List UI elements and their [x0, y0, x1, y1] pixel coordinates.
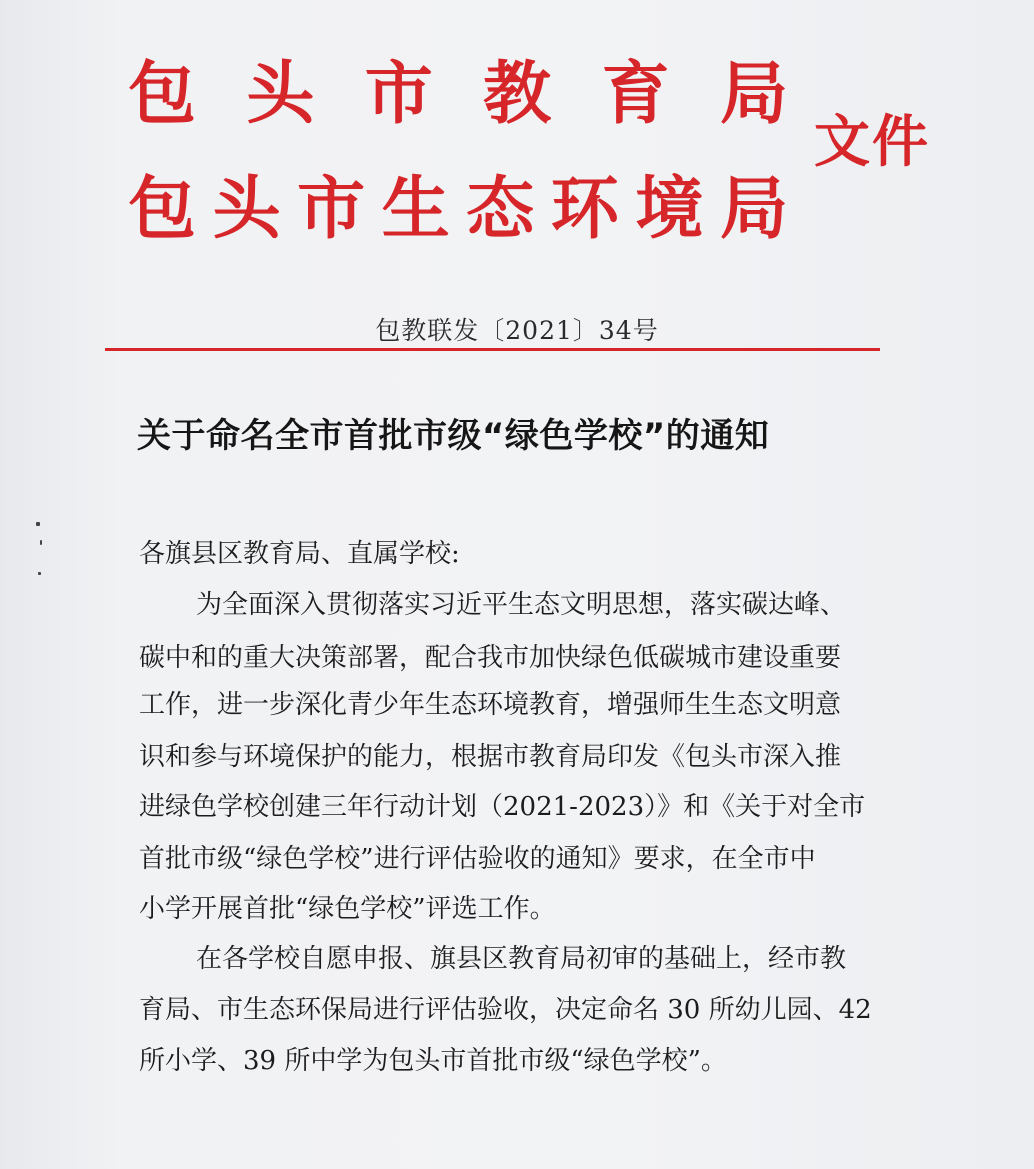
issuer-education-bureau [128, 54, 788, 134]
file-label: 文件 [814, 109, 930, 175]
body-line: 进绿色学校创建三年行动计划（2021-2023）》和《关于对全市 [139, 792, 866, 822]
scan-speck [40, 540, 42, 545]
body-line: 为全面深入贯彻落实习近平生态文明思想，落实碳达峰、 [196, 590, 847, 620]
issuer2-char: 生 [381, 169, 450, 249]
body-line: 碳中和的重大决策部署，配合我市加快绿色低碳城市建设重要 [139, 643, 842, 673]
document-title: 关于命名全市首批市级“绿色学校”的通知 [137, 416, 770, 456]
issuer1-char: 局 [719, 54, 788, 134]
issuer2-char: 境 [635, 169, 704, 249]
salutation: 各旗县区教育局、直属学校: [139, 539, 460, 569]
body-line: 在各学校自愿申报、旗县区教育局初审的基础上，经市教 [196, 944, 847, 974]
scan-speck [38, 572, 41, 575]
body-line: 识和参与环境保护的能力，根据市教育局印发《包头市深入推 [139, 742, 842, 772]
issuer2-char: 包 [128, 169, 197, 249]
issuer2-char: 头 [212, 169, 281, 249]
issuer2-char: 市 [297, 169, 366, 249]
issuer1-char: 市 [364, 54, 433, 134]
issuer2-char: 态 [466, 169, 535, 249]
issuer1-char: 育 [601, 54, 670, 134]
body-line: 育局、市生态环保局进行评估验收，决定命名 30 所幼儿园、42 [139, 995, 872, 1025]
body-line: 所小学、39 所中学为包头市首批市级“绿色学校”。 [139, 1046, 727, 1076]
issuer1-char: 头 [246, 54, 315, 134]
red-separator-line [105, 348, 880, 351]
document-number [0, 311, 1034, 347]
issuer1-char: 包 [128, 54, 197, 134]
body-line: 工作，进一步深化青少年生态环境教育，增强师生生态文明意 [139, 690, 842, 720]
scan-speck [36, 522, 40, 526]
issuer-ecology-bureau [128, 169, 788, 249]
issuer2-char: 环 [550, 169, 619, 249]
issuer1-char: 教 [483, 54, 552, 134]
document-number-text: 包教联发〔2021〕34号 [375, 316, 659, 345]
issuer2-char: 局 [719, 169, 788, 249]
body-line: 首批市级“绿色学校”进行评估验收的通知》要求，在全市中 [139, 844, 816, 874]
body-line: 小学开展首批“绿色学校”评选工作。 [139, 894, 556, 924]
